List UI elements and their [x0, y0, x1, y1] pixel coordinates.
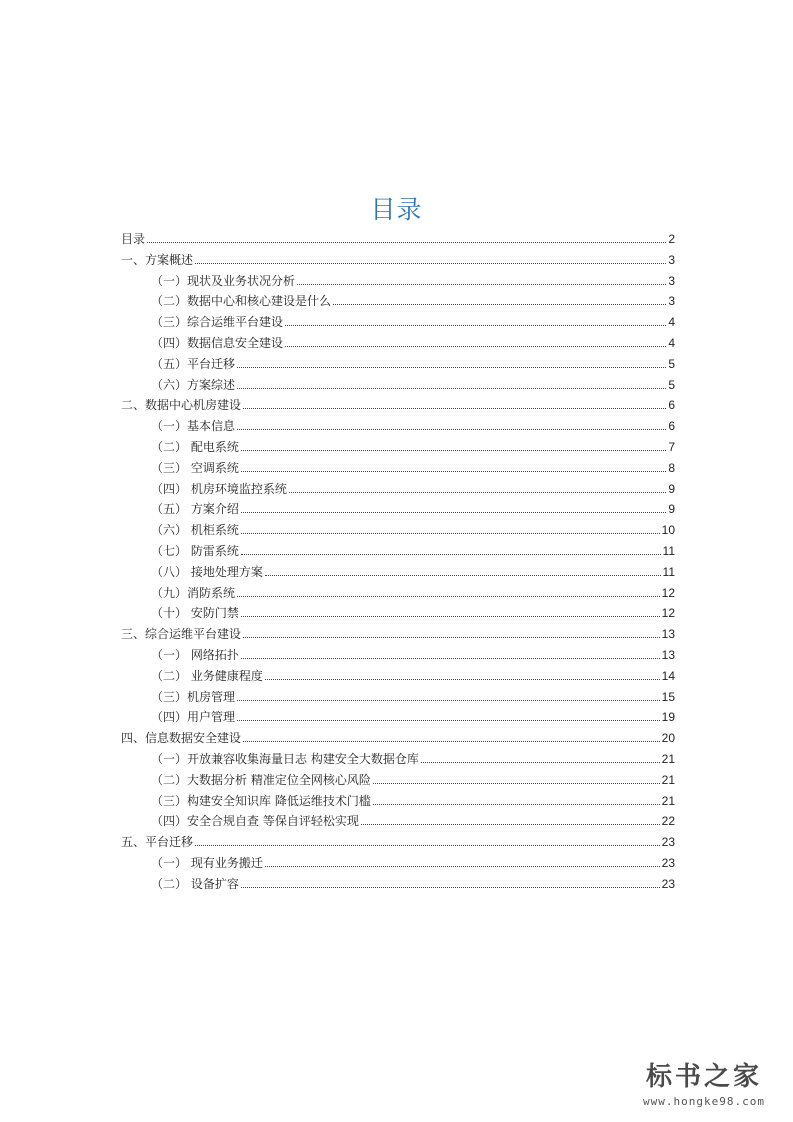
toc-entry-page: 3: [668, 294, 675, 309]
toc-entry-page: 8: [668, 460, 675, 475]
toc-entry[interactable]: [121, 229, 675, 250]
toc-leader-dots: [241, 554, 661, 555]
toc-leader-dots: [285, 325, 666, 326]
toc-entry-page: 4: [668, 315, 675, 330]
toc-entry-page: 7: [668, 439, 675, 454]
toc-entry[interactable]: [121, 874, 675, 895]
toc-leader-dots: [241, 616, 660, 617]
toc-entry-label: 二、数据中心机房建设: [121, 398, 242, 413]
toc-leader-dots: [241, 512, 666, 513]
toc-entry[interactable]: [121, 791, 675, 812]
toc-entry[interactable]: [121, 583, 675, 604]
toc-entry[interactable]: [121, 541, 675, 562]
toc-leader-dots: [241, 533, 660, 534]
toc-entry-page: 22: [661, 814, 675, 829]
toc-leader-dots: [241, 450, 666, 451]
toc-leader-dots: [237, 429, 666, 430]
toc-entry[interactable]: [121, 291, 675, 312]
toc-leader-dots: [237, 720, 660, 721]
toc-entry[interactable]: [121, 312, 675, 333]
toc-entry-page: 10: [661, 523, 675, 538]
toc-entry-label: （七） 防雷系统: [151, 543, 239, 558]
toc-entry[interactable]: [121, 458, 675, 479]
toc-entry-page: 9: [668, 502, 675, 517]
toc-entry-label: （一）基本信息: [151, 419, 236, 434]
toc-entry-page: 13: [661, 627, 675, 642]
toc-entry[interactable]: [121, 853, 675, 874]
toc-leader-dots: [265, 575, 661, 576]
toc-entry[interactable]: [121, 250, 675, 271]
toc-entry[interactable]: [121, 624, 675, 645]
toc-entry[interactable]: [121, 687, 675, 708]
toc-entry[interactable]: [121, 666, 675, 687]
toc-entry-page: 21: [661, 772, 675, 787]
toc-entry-label: （二）大数据分析 精准定位全网核心风险: [151, 772, 371, 787]
toc-entry[interactable]: [121, 437, 675, 458]
toc-entry-label: （五） 方案介绍: [151, 502, 239, 517]
toc-entry-label: （一）开放兼容收集海量日志 构建安全大数据仓库: [151, 751, 419, 766]
toc-entry[interactable]: [121, 832, 675, 853]
toc-leader-dots: [421, 762, 660, 763]
toc-entry-page: 11: [662, 543, 675, 558]
toc-entry-page: 5: [668, 377, 675, 392]
toc-entry-page: 12: [661, 606, 675, 621]
toc-entry-label: （五）平台迁移: [151, 356, 236, 371]
toc-entry-label: （一） 网络拓扑: [151, 647, 239, 662]
toc-leader-dots: [361, 824, 660, 825]
toc-leader-dots: [333, 304, 666, 305]
watermark-title: 标书之家: [645, 1062, 762, 1092]
toc-entry[interactable]: [121, 645, 675, 666]
toc-entry[interactable]: [121, 333, 675, 354]
toc-entry-page: 23: [661, 855, 675, 870]
page-title: 目录: [370, 195, 423, 224]
toc-entry-label: （二） 业务健康程度: [151, 668, 263, 683]
toc-entry-page: 9: [668, 481, 675, 496]
toc-entry[interactable]: [121, 749, 675, 770]
toc-leader-dots: [147, 242, 666, 243]
toc-entry-page: 12: [661, 585, 675, 600]
toc-leader-dots: [265, 679, 660, 680]
toc-leader-dots: [241, 887, 660, 888]
toc-leader-dots: [241, 658, 660, 659]
toc-entry-label: （四）安全合规自查 等保自评轻松实现: [151, 814, 359, 829]
toc-entry[interactable]: [121, 375, 675, 396]
toc-entry-label: （四）数据信息安全建设: [151, 335, 284, 350]
toc-entry-label: （三）综合运维平台建设: [151, 315, 284, 330]
toc-leader-dots: [237, 596, 660, 597]
toc-leader-dots: [243, 408, 666, 409]
toc-entry-label: （二） 配电系统: [151, 439, 239, 454]
toc-leader-dots: [241, 471, 666, 472]
toc-entry-page: 21: [661, 751, 675, 766]
toc-entry[interactable]: [121, 520, 675, 541]
toc-entry-page: 23: [661, 876, 675, 891]
toc-entry-label: （二） 设备扩容: [151, 876, 239, 891]
toc-leader-dots: [297, 284, 666, 285]
toc-leader-dots: [243, 741, 660, 742]
toc-leader-dots: [237, 367, 666, 368]
toc-entry-label: （十） 安防门禁: [151, 606, 239, 621]
toc-entry[interactable]: [121, 416, 675, 437]
toc-entry-label: （四） 机房环境监控系统: [151, 481, 287, 496]
toc-entry-label: 四、信息数据安全建设: [121, 731, 242, 746]
toc-leader-dots: [237, 388, 666, 389]
toc-entry[interactable]: [121, 271, 675, 292]
toc-entry-label: （一） 现有业务搬迁: [151, 855, 263, 870]
toc-leader-dots: [285, 346, 666, 347]
toc-entry-label: （九）消防系统: [151, 585, 236, 600]
toc-entry-page: 13: [661, 647, 675, 662]
watermark-url: www.hongke98.com: [643, 1095, 765, 1108]
toc-entry[interactable]: [121, 479, 675, 500]
toc-entry[interactable]: [121, 728, 675, 749]
toc-entry-page: 3: [668, 273, 675, 288]
toc-entry[interactable]: [121, 354, 675, 375]
toc-entry-label: 三、综合运维平台建设: [121, 627, 242, 642]
toc-entry-label: （六） 机柜系统: [151, 523, 239, 538]
toc-entry-label: （一）现状及业务状况分析: [151, 273, 296, 288]
toc-leader-dots: [373, 783, 660, 784]
toc-entry-label: （六）方案综述: [151, 377, 236, 392]
toc-entry-page: 3: [668, 252, 675, 267]
toc-entry[interactable]: [121, 603, 675, 624]
toc-entry[interactable]: [121, 707, 675, 728]
toc-entry-label: （三）构建安全知识库 降低运维技术门槛: [151, 793, 371, 808]
toc-entry[interactable]: [121, 499, 675, 520]
toc-entry-page: 14: [661, 668, 675, 683]
toc-entry-label: （四）用户管理: [151, 710, 236, 725]
toc-entry-page: 6: [668, 419, 675, 434]
watermark-logo: [629, 1056, 779, 1108]
toc-entry-label: 一、方案概述: [121, 252, 194, 267]
toc-entry[interactable]: [121, 562, 675, 583]
toc-entry-page: 19: [661, 710, 675, 725]
toc-entry-page: 6: [668, 398, 675, 413]
toc-entry-page: 15: [661, 689, 675, 704]
toc-leader-dots: [195, 263, 666, 264]
toc-leader-dots: [373, 804, 660, 805]
toc-leader-dots: [237, 700, 660, 701]
toc-entry-page: 2: [668, 232, 675, 246]
toc-entry-label: （二）数据中心和核心建设是什么: [151, 294, 332, 309]
toc-entry[interactable]: [121, 395, 675, 416]
toc-entry-page: 4: [668, 335, 675, 350]
toc-leader-dots: [195, 845, 660, 846]
table-of-contents: [121, 229, 675, 895]
toc-entry-label: 目录: [121, 232, 146, 246]
toc-entry[interactable]: [121, 770, 675, 791]
toc-entry-page: 21: [661, 793, 675, 808]
toc-leader-dots: [265, 866, 660, 867]
toc-entry-page: 11: [662, 564, 675, 579]
toc-entry-page: 20: [661, 731, 675, 746]
toc-entry-label: （三） 空调系统: [151, 460, 239, 475]
toc-entry-page: 23: [661, 835, 675, 850]
toc-leader-dots: [243, 637, 660, 638]
toc-entry-label: （三）机房管理: [151, 689, 236, 704]
toc-leader-dots: [289, 492, 666, 493]
toc-entry-label: 五、平台迁移: [121, 835, 194, 850]
toc-entry[interactable]: [121, 811, 675, 832]
toc-entry-label: （八） 接地处理方案: [151, 564, 263, 579]
toc-entry-page: 5: [668, 356, 675, 371]
